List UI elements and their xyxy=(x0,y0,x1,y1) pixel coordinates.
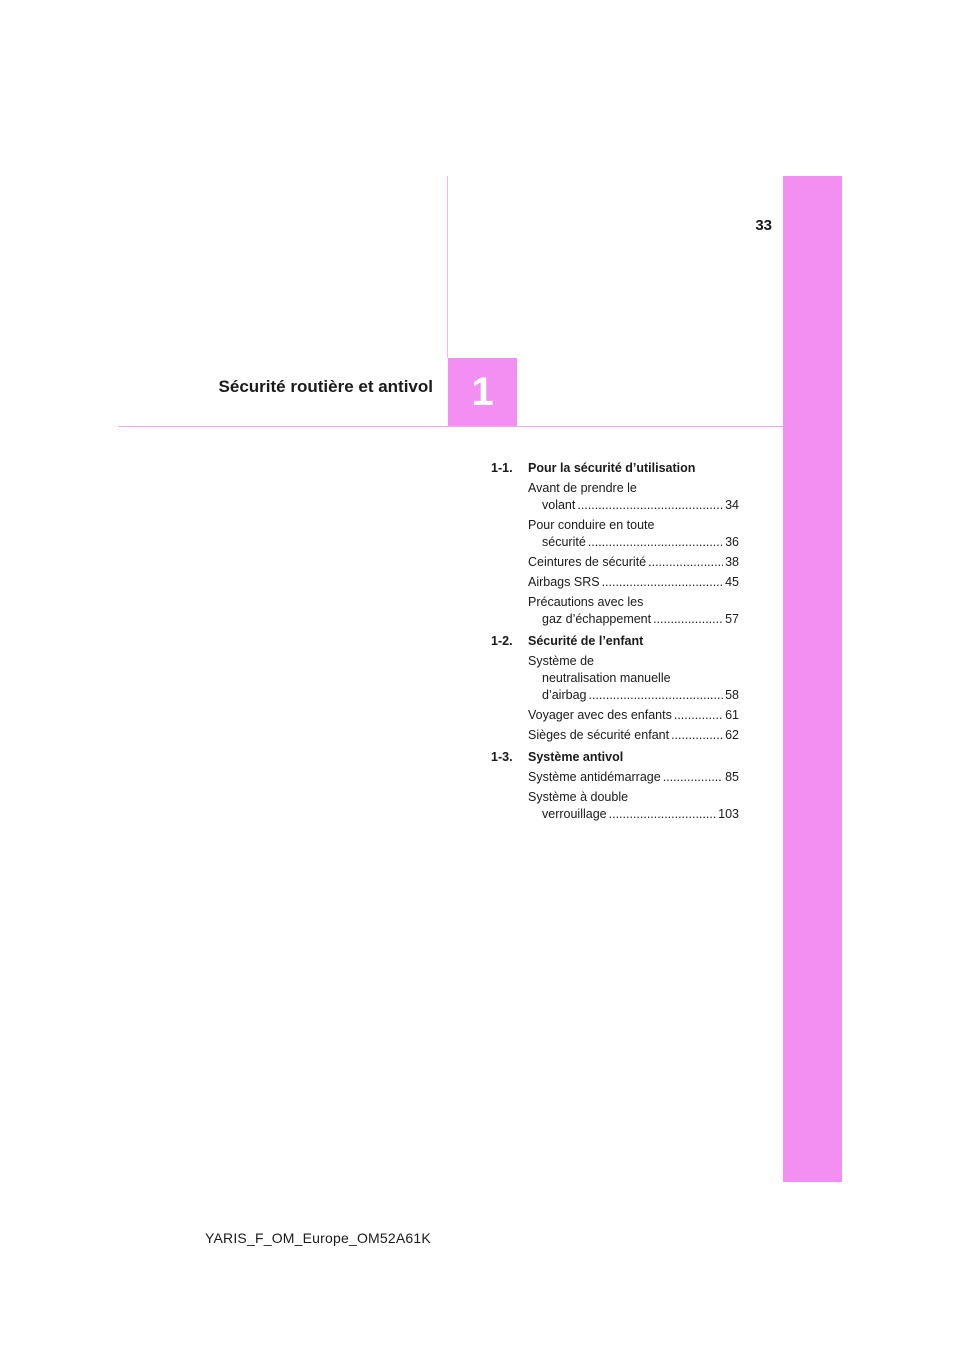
toc-section-title: Système antivol xyxy=(528,750,624,764)
vertical-rule xyxy=(447,176,448,358)
toc-entry-text: neutralisation manuelle xyxy=(542,671,671,685)
toc-entry-text: verrouillage xyxy=(542,807,607,821)
toc-entry-text: d’airbag xyxy=(542,688,587,702)
toc-leader-dots xyxy=(602,574,724,591)
chapter-title: Sécurité routière et antivol xyxy=(218,377,433,396)
toc-page-number: 62 xyxy=(725,728,739,742)
toc-entry-row xyxy=(528,574,739,591)
toc-leader-dots xyxy=(674,707,723,724)
toc-entry[interactable] xyxy=(528,554,739,571)
toc-page-number: 34 xyxy=(725,498,739,512)
toc-entry-text: volant xyxy=(542,498,576,512)
toc-entry[interactable] xyxy=(528,574,739,591)
toc-leader-dots xyxy=(588,687,723,704)
toc-section xyxy=(491,749,739,823)
toc-section-number: 1-2. xyxy=(491,634,513,648)
toc-leader-dots xyxy=(663,769,723,786)
toc-entry-row xyxy=(528,707,739,724)
toc-section xyxy=(491,633,739,744)
toc-entry-text: Ceintures de sécurité xyxy=(528,555,647,569)
toc-page-number: 36 xyxy=(725,535,739,549)
toc-section-heading[interactable] xyxy=(491,460,739,477)
document-footer: YARIS_F_OM_Europe_OM52A61K xyxy=(205,1230,431,1246)
toc-section-number: 1-3. xyxy=(491,750,513,764)
toc-entry-text: Avant de prendre le xyxy=(528,481,637,495)
toc-entry[interactable] xyxy=(528,727,739,744)
toc-section-heading[interactable] xyxy=(491,633,739,650)
horizontal-rule xyxy=(118,426,783,427)
toc-entry-text: Voyager avec des enfants xyxy=(528,708,672,722)
toc-page-number: 38 xyxy=(725,555,739,569)
toc-entry-row xyxy=(528,727,739,744)
toc-entry-row xyxy=(528,497,739,514)
table-of-contents xyxy=(491,460,739,828)
toc-entry-text: Pour conduire en toute xyxy=(528,518,655,532)
toc-entry-text: Airbags SRS xyxy=(528,575,600,589)
toc-leader-dots xyxy=(577,497,723,514)
toc-section-heading[interactable] xyxy=(491,749,739,766)
toc-entry-text: Système de xyxy=(528,654,595,668)
toc-entry-row xyxy=(528,611,739,628)
toc-section-number: 1-1. xyxy=(491,461,513,475)
toc-leader-dots xyxy=(671,727,723,744)
toc-entry-row xyxy=(528,534,739,551)
toc-section xyxy=(491,460,739,628)
chapter-side-tab xyxy=(783,176,842,1182)
toc-entry-row xyxy=(528,687,739,704)
chapter-number-box xyxy=(448,358,517,426)
toc-page-number: 58 xyxy=(725,688,739,702)
toc-entry[interactable] xyxy=(528,480,739,514)
toc-page-number: 57 xyxy=(725,612,739,626)
toc-entry[interactable] xyxy=(528,517,739,551)
toc-entry-text: Système à double xyxy=(528,790,629,804)
toc-entry[interactable] xyxy=(528,653,739,704)
toc-leader-dots xyxy=(648,554,723,571)
toc-entry[interactable] xyxy=(528,594,739,628)
toc-entry-text: Précautions avec les xyxy=(528,595,644,609)
toc-entry[interactable] xyxy=(528,789,739,823)
page-number: 33 xyxy=(755,217,772,234)
toc-entry-text: Sièges de sécurité enfant xyxy=(528,728,670,742)
toc-page-number: 85 xyxy=(725,770,739,784)
toc-section-title: Sécurité de l’enfant xyxy=(528,634,644,648)
toc-entry-row xyxy=(528,554,739,571)
toc-page-number: 61 xyxy=(725,708,739,722)
toc-leader-dots xyxy=(609,806,717,823)
toc-leader-dots xyxy=(588,534,723,551)
chapter-number: 1 xyxy=(471,369,494,414)
toc-entry-text: sécurité xyxy=(542,535,586,549)
toc-section-title: Pour la sécurité d’utilisation xyxy=(528,461,696,475)
toc-entry[interactable] xyxy=(528,707,739,724)
toc-page-number: 45 xyxy=(725,575,739,589)
toc-entry-row xyxy=(528,769,739,786)
toc-entry-text: gaz d’échappement xyxy=(542,612,652,626)
toc-leader-dots xyxy=(653,611,723,628)
toc-page-number: 103 xyxy=(718,807,739,821)
toc-entry-row xyxy=(528,806,739,823)
toc-entry[interactable] xyxy=(528,769,739,786)
toc-entry-text: Système antidémarrage xyxy=(528,770,661,784)
